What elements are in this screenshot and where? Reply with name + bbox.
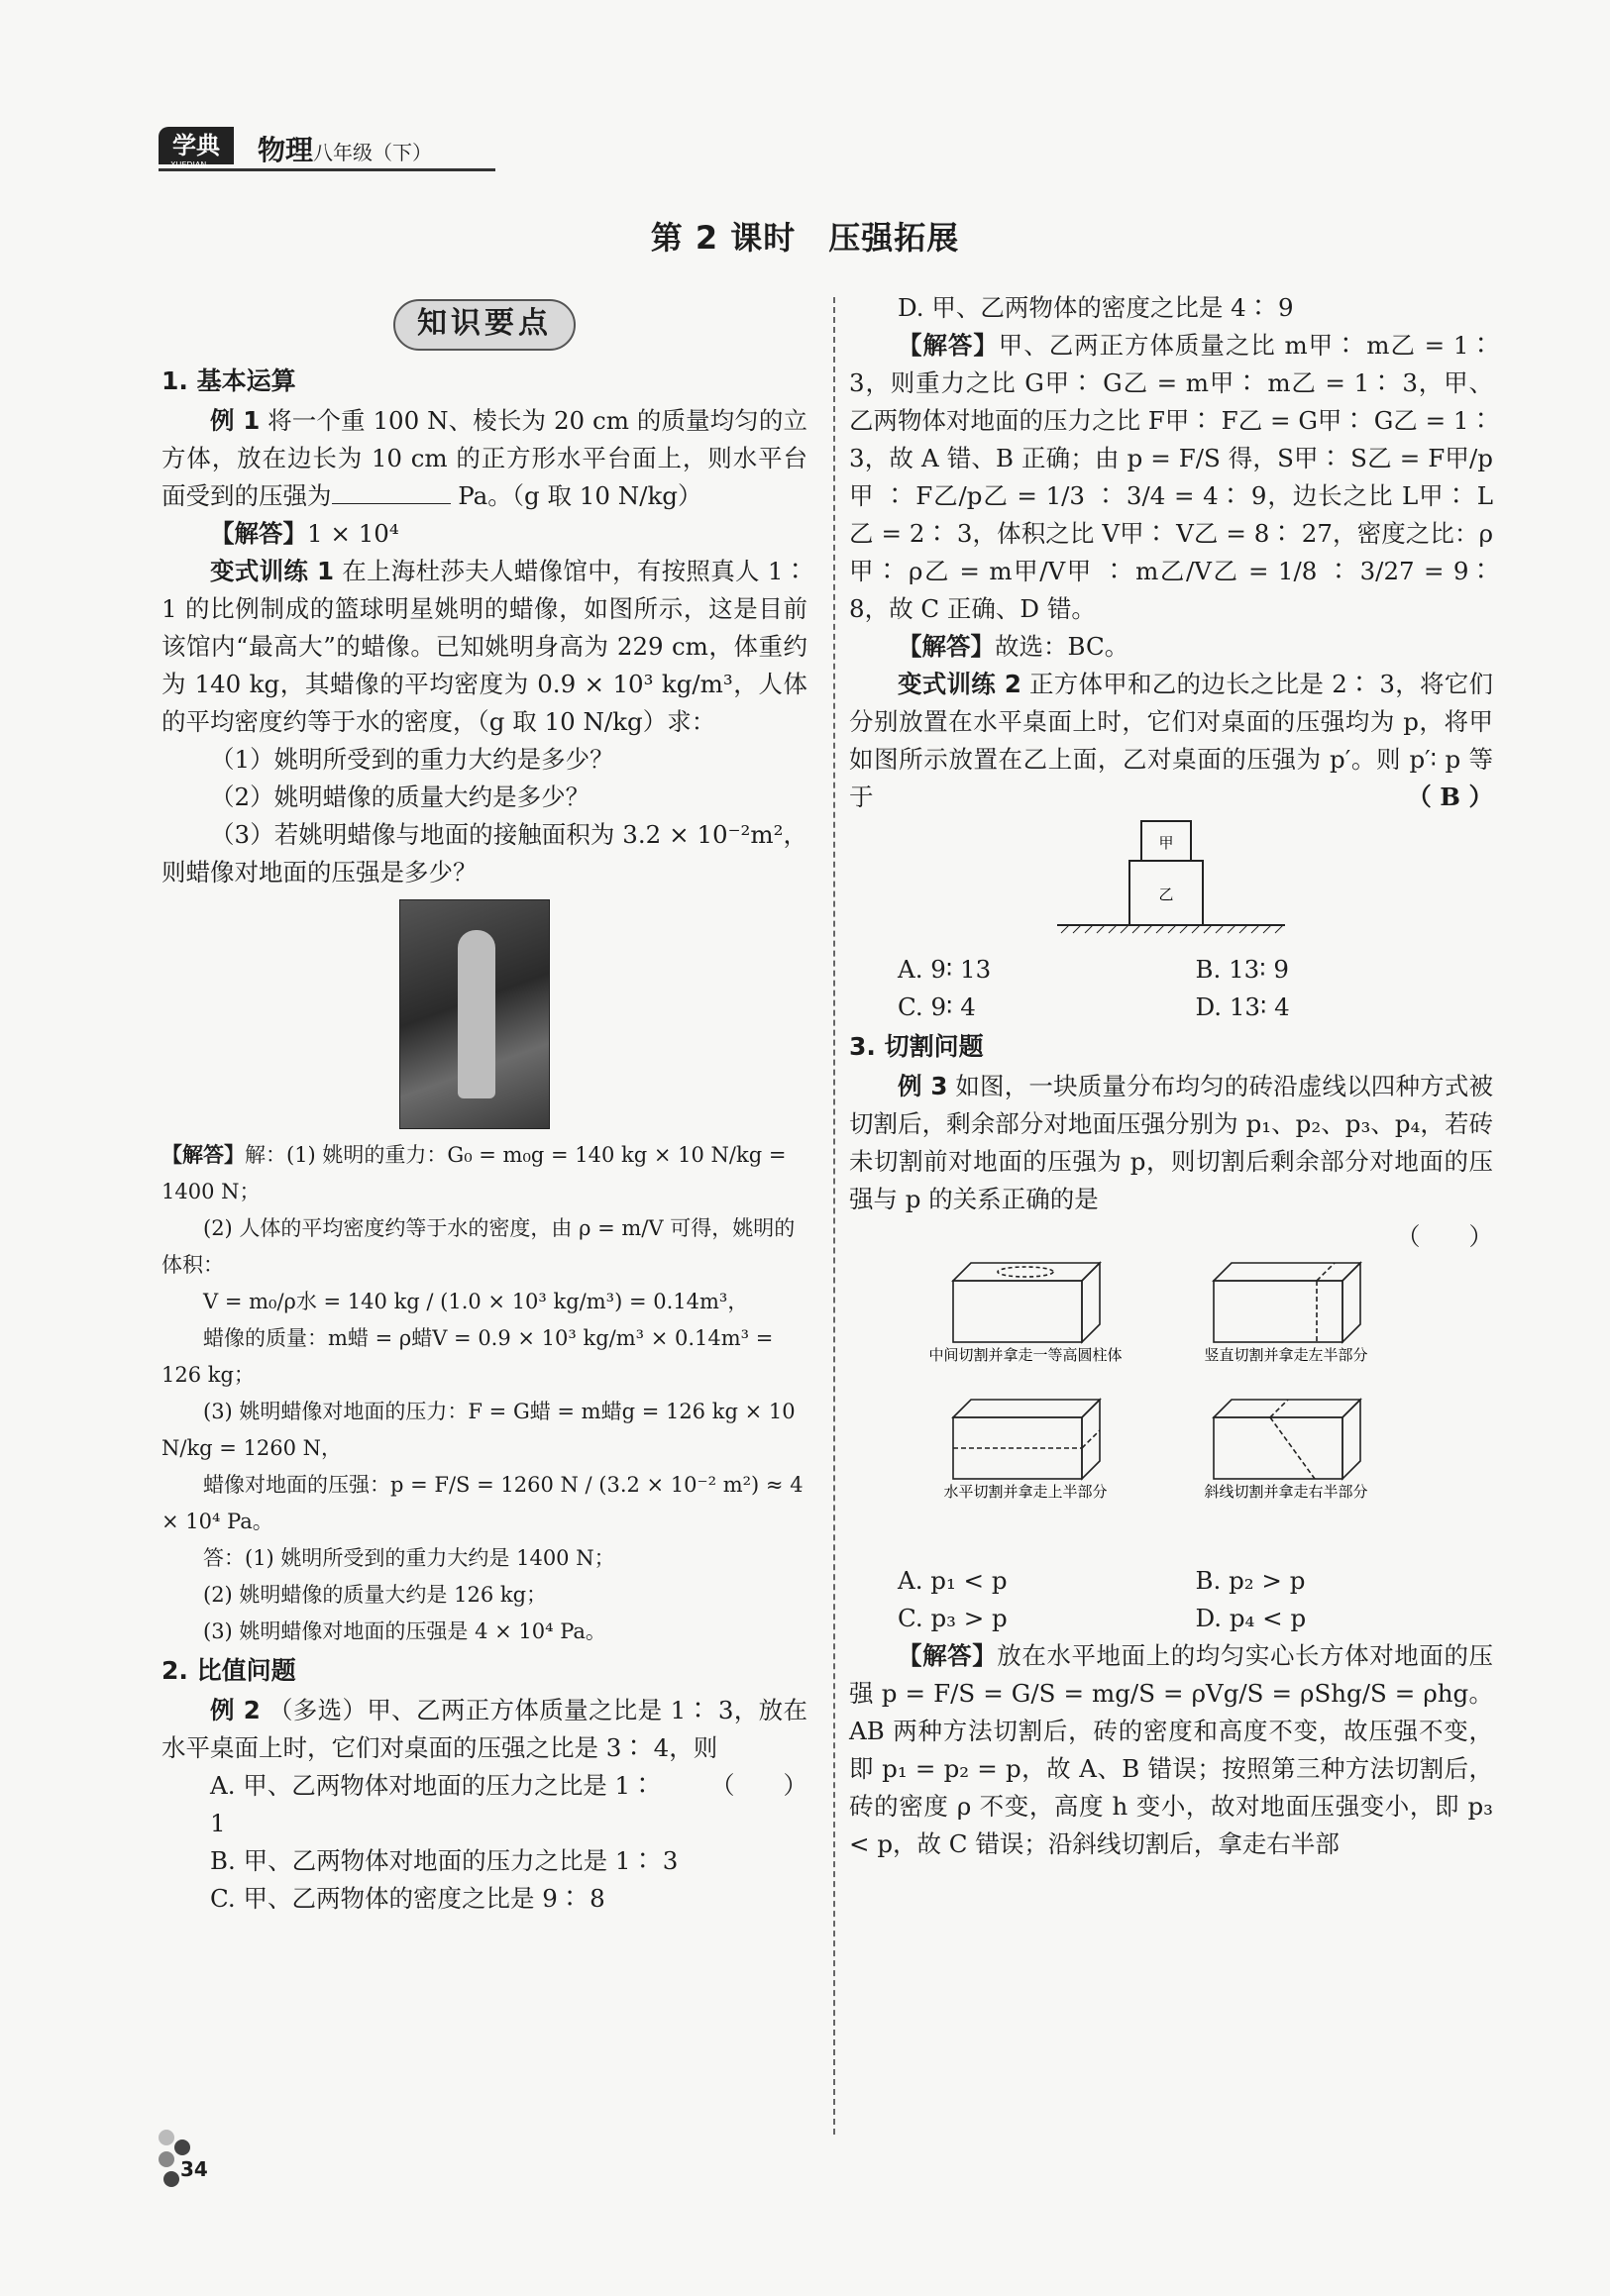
example-2-label: 例 2 <box>210 1696 261 1724</box>
answer-2-tag: 【解答】 <box>898 331 999 360</box>
answer-2-text: 甲、乙两正方体质量之比 m甲∶ m乙 = 1∶ 3，则重力之比 G甲∶ G乙 = m甲∶ m乙 = 1∶ 3，甲、乙两物体对地面的压力之比 F甲∶ F乙 = G甲∶ G乙 = 1∶ 3，故 A 错、B 正确；由 p = F/S 得，S甲∶ S乙 = F甲/p甲 ∶ F乙/p乙 = 1/3 ∶ 3/4 = 4∶ 9，边长之比 L甲∶ L乙 = 2∶ 3，体积之比 V甲∶ V乙 = 8∶ 27，密度之比：ρ甲∶ ρ乙 = m甲/V甲 ∶ m乙/V乙 = 1/8 ∶ 3/27 = 9∶ 8，故 C 正确、D 错。 <box>849 331 1494 623</box>
solution-line-3: V = m₀/ρ水 = 140 kg / (1.0 × 10³ kg/m³) = 0.14m³， <box>203 1290 749 1313</box>
brick-2-caption: 竖直切割并拿走左半部分 <box>1204 1346 1368 1364</box>
example-3-text: 如图，一块质量分布均匀的砖沿虚线以四种方式被切割后，剩余部分对地面压强分别为 p₁、p₂、p₃、p₄，若砖未切割前对地面的压强为 p，则切割后剩余部分对地面的压强与 p 的关系正确的是 <box>849 1072 1493 1213</box>
example-3-answer <box>849 1637 1493 1863</box>
example-1 <box>161 402 807 515</box>
brick-2 <box>1214 1263 1360 1342</box>
example-1-label: 例 1 <box>210 406 261 435</box>
solution-line-4: 蜡像的质量：m蜡 = ρ蜡V = 0.9 × 10³ kg/m³ × 0.14m³ = 126 kg； <box>161 1326 774 1387</box>
variant-2-options <box>849 951 1493 1026</box>
section-basic-calc-title: 1. 基本运算 <box>161 366 296 395</box>
brick-1 <box>953 1263 1100 1342</box>
variant-1-text: 在上海杜莎夫人蜡像馆中，有按照真人 1∶ 1 的比例制成的篮球明星姚明的蜡像，如图所示，这是目前该馆内“最高大”的蜡像。已知姚明身高为 229 cm，体重约为 140 kg，其蜡像的平均密度为 0.9 × 10³ kg/m³，人体的平均密度约等于水的密度，（g 取 10 N/kg）求： <box>161 557 807 736</box>
example-2-answer <box>849 327 1493 628</box>
solution-line-5: (3) 姚明蜡像对地面的压力：F = G蜡 = m蜡g = 126 kg × 10 N/kg = 1260 N， <box>161 1400 796 1460</box>
brick-1-caption: 中间切割并拿走一等高圆柱体 <box>928 1346 1123 1364</box>
solution-line-1: 解：(1) 姚明的重力：G₀ = m₀g = 140 kg × 10 N/kg = 1400 N； <box>161 1143 787 1203</box>
section-cutting-title: 3. 切割问题 <box>849 1032 984 1061</box>
variant-1 <box>161 553 807 741</box>
example-2-text: （多选）甲、乙两正方体质量之比是 1∶ 3，放在水平桌面上时，它们对桌面的压强之比是 3∶ 4，则 <box>161 1696 807 1762</box>
hex-decoration-3 <box>159 2151 174 2167</box>
grade-label: 八年级（下） <box>313 141 433 164</box>
answer-blank <box>332 479 451 504</box>
solution-1 <box>161 1137 807 1210</box>
answer-3-text: 放在水平地面上的均匀实心长方体对地面的压强 p = F/S = G/S = mg/S = ρVg/S = ρShg/S = ρhg。AB 两种方法切割后，砖的密度和高度不变，故压强不变，即 p₁ = p₂ = p，故 A、B 错误；按照第三种方法切割后，砖的密度 ρ 不变，高度 h 变小，故对地面压强变小，即 p₃ < p，故 C 错误；沿斜线切割后，拿走右半部 <box>849 1641 1494 1858</box>
solution-line-7: 答：(1) 姚明所受到的重力大约是 1400 N； <box>203 1546 615 1570</box>
example-3-paren: （ ） <box>1396 1222 1493 1251</box>
example-3-label: 例 3 <box>898 1072 948 1100</box>
hex-decoration-4 <box>163 2171 179 2187</box>
brand-subtitle: XUEDIAN <box>170 160 207 169</box>
example-1-text-a: 将一个重 100 N、棱长为 20 cm 的质量均匀的立方体，放在边长为 10 cm 的正方形水平台面上，则水平台面受到的压强为 <box>161 406 807 510</box>
cube-yi-label: 乙 <box>1158 886 1174 903</box>
cube-jia-label: 甲 <box>1158 834 1174 852</box>
example-1-text-b: Pa。（g 取 10 N/kg） <box>458 481 702 510</box>
example-1-answer <box>161 515 807 553</box>
right-column <box>849 289 1493 1863</box>
solution-line-8: (2) 姚明蜡像的质量大约是 126 kg； <box>203 1583 548 1607</box>
lesson-title: 第 2 课时 压强拓展 <box>650 219 960 257</box>
subject-title <box>258 129 432 168</box>
variant-2 <box>849 666 1493 816</box>
variant-2-option-b: B. 13∶ 9 <box>1195 955 1290 984</box>
example-2-option-b: B. 甲、乙两物体对地面的压力之比是 1∶ 3 <box>210 1846 679 1875</box>
stacked-cubes-figure <box>849 816 1493 940</box>
wax-figure-photo <box>399 899 550 1129</box>
variant-1-label: 变式训练 1 <box>210 557 335 585</box>
variant-2-answer: （ B ） <box>1407 783 1493 811</box>
solution-tag: 【解答】 <box>161 1143 245 1167</box>
variant-2-option-a: A. 9∶ 13 <box>898 955 992 984</box>
variant-1-q2: （2）姚明蜡像的质量大约是多少？ <box>210 783 590 811</box>
brick-3 <box>953 1400 1100 1479</box>
left-column <box>161 297 807 1918</box>
brick-3-caption: 水平切割并拿走上半部分 <box>943 1483 1108 1501</box>
variant-2-text: 正方体甲和乙的边长之比是 2∶ 3，将它们分别放置在水平桌面上时，它们对桌面的压强均为 p，将甲如图所示放置在乙上面，乙对桌面的压强为 p′。则 p′∶ p 等于 <box>849 670 1493 811</box>
brand-badge: 学典 <box>159 127 234 164</box>
example-3-options <box>849 1562 1493 1637</box>
solution-line-9: (3) 姚明蜡像对地面的压强是 4 × 10⁴ Pa。 <box>203 1619 606 1643</box>
example-3-option-b: B. p₂ > p <box>1195 1566 1306 1595</box>
table-hatching <box>1061 925 1283 933</box>
subject-name: 物理 <box>258 134 314 166</box>
section-pill: 知识要点 <box>393 299 576 351</box>
variant-2-label: 变式训练 2 <box>898 670 1021 698</box>
section-ratio-title: 2. 比值问题 <box>161 1656 296 1685</box>
solution-line-2: (2) 人体的平均密度约等于水的密度，由 ρ = m/V 可得，姚明的体积： <box>161 1216 796 1277</box>
example-2-option-d: D. 甲、乙两物体的密度之比是 4∶ 9 <box>898 293 1294 322</box>
answer-value: 1 × 10⁴ <box>307 519 399 548</box>
column-divider <box>833 297 835 2135</box>
example-2 <box>161 1692 807 1800</box>
example-3-option-a: A. p₁ < p <box>898 1566 1008 1595</box>
variant-1-q3: （3）若姚明蜡像与地面的接触面积为 3.2 × 10⁻²m²，则蜡像对地面的压强是多少？ <box>161 820 807 887</box>
solution-line-6: 蜡像对地面的压强：p = F/S = 1260 N / (3.2 × 10⁻² m²) ≈ 4 × 10⁴ Pa。 <box>161 1473 804 1533</box>
brick-cutting-figure <box>849 1256 1493 1551</box>
page-number: 34 <box>180 2157 208 2181</box>
player-silhouette <box>458 930 495 1098</box>
hex-decoration-1 <box>159 2130 174 2145</box>
example-2-choice <box>849 628 1493 666</box>
page-header <box>159 127 495 171</box>
answer-2-choice-tag: 【解答】 <box>898 632 995 661</box>
answer-3-tag: 【解答】 <box>898 1641 998 1670</box>
answer-2-choice-text: 故选：BC。 <box>995 632 1129 661</box>
brick-4 <box>1214 1400 1360 1479</box>
example-2-paren: （ ） <box>710 1771 807 1800</box>
example-3-option-d: D. p₄ < p <box>1195 1604 1307 1632</box>
example-2-option-a: A. 甲、乙两物体对地面的压力之比是 1∶ 1 <box>210 1771 655 1837</box>
variant-2-option-d: D. 13∶ 4 <box>1195 992 1290 1021</box>
example-3 <box>849 1068 1493 1218</box>
variant-2-option-c: C. 9∶ 4 <box>898 992 976 1021</box>
hex-decoration-2 <box>174 2139 190 2155</box>
example-3-option-c: C. p₃ > p <box>898 1604 1008 1632</box>
example-2-option-c: C. 甲、乙两物体的密度之比是 9∶ 8 <box>210 1884 605 1913</box>
brick-4-caption: 斜线切割并拿走右半部分 <box>1204 1483 1368 1501</box>
variant-1-q1: （1）姚明所受到的重力大约是多少？ <box>210 745 614 774</box>
answer-tag: 【解答】 <box>210 519 307 548</box>
